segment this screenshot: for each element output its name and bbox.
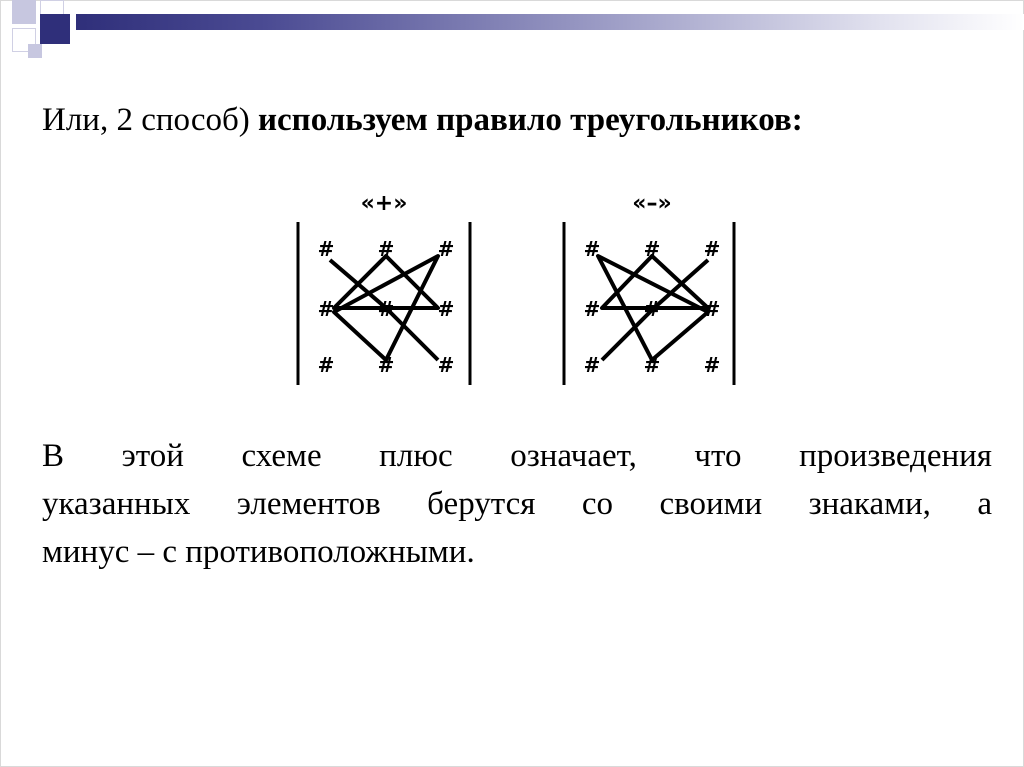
cell-a33: #: [437, 353, 455, 377]
cell-b23: #: [703, 297, 721, 321]
cell-a32: #: [377, 353, 395, 377]
cell-a11: #: [317, 237, 335, 261]
cell-b32: #: [643, 353, 661, 377]
title-plain: Или, 2 способ): [42, 102, 259, 138]
cell-a23: #: [437, 297, 455, 321]
cell-b22: #: [643, 297, 661, 321]
plus-label: «+»: [360, 191, 408, 216]
cell-a21: #: [317, 297, 335, 321]
paragraph-line-3: минус – с противоположными.: [42, 534, 475, 570]
decor-square: [40, 14, 70, 44]
cell-b33: #: [703, 353, 721, 377]
plus-determinant: [298, 191, 470, 385]
paragraph-line-1: В этой схеме плюс означает, что произведения: [42, 438, 992, 474]
cell-b12: #: [643, 237, 661, 261]
slide-title: [42, 100, 1002, 140]
cell-a12: #: [377, 237, 395, 261]
decor-square: [12, 0, 36, 24]
explanation-paragraph: [42, 432, 992, 576]
cell-b21: #: [583, 297, 601, 321]
cell-b11: #: [583, 237, 601, 261]
triangle-rule-diagram: [262, 160, 762, 400]
cell-b13: #: [703, 237, 721, 261]
title-bold: используем правило треугольников:: [258, 102, 803, 138]
paragraph-line-2: указанных элементов берутся со своими знаками, а: [42, 486, 992, 522]
cell-b31: #: [583, 353, 601, 377]
decor-square: [28, 44, 42, 58]
cell-a22: #: [377, 297, 395, 321]
cell-a31: #: [317, 353, 335, 377]
cell-a13: #: [437, 237, 455, 261]
minus-determinant: [564, 191, 734, 385]
minus-label: «–»: [632, 191, 672, 216]
header-gradient-bar: [76, 14, 1024, 30]
